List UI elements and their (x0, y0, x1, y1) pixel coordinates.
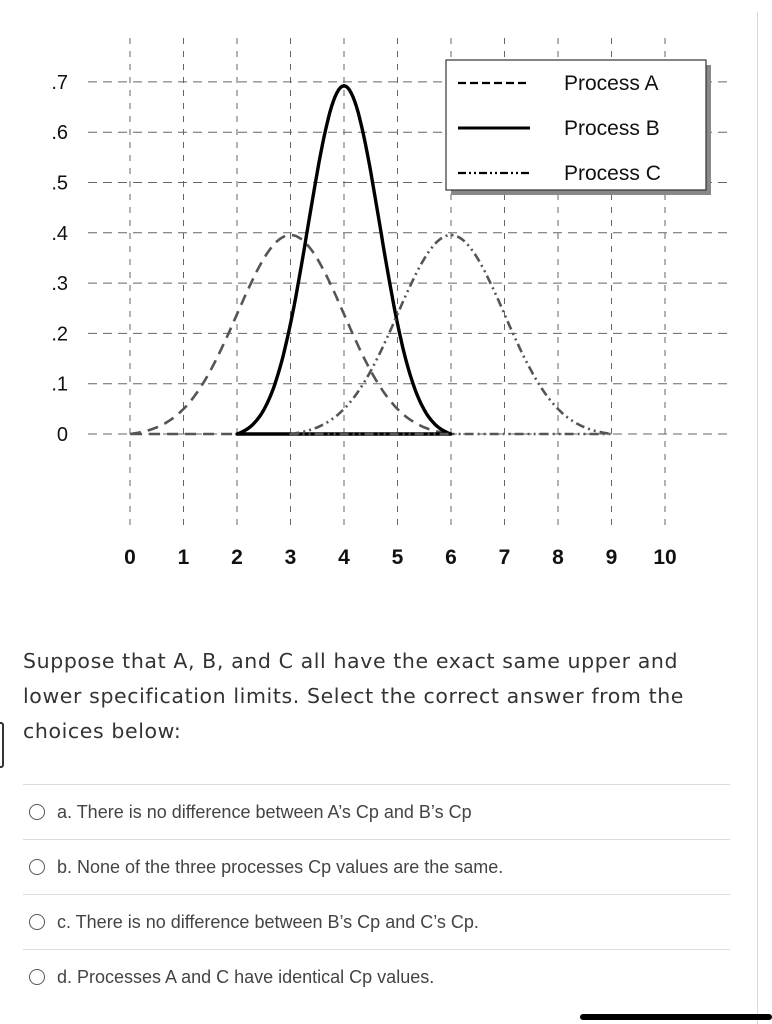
x-tick-label: 5 (391, 546, 404, 569)
x-tick-label: 2 (231, 546, 243, 569)
x-tick-label: 4 (338, 546, 350, 569)
question-text: Suppose that A, B, and C all have the exact same upper and lower specification limits. Select the correct answer from the choices below: (23, 649, 685, 743)
legend-label-2: Process C (564, 162, 661, 185)
choice-c[interactable] (23, 894, 730, 949)
x-tick-label: 0 (124, 546, 136, 569)
radio-c[interactable] (29, 914, 45, 930)
legend-label-0: Process A (564, 72, 659, 95)
legend (446, 60, 711, 195)
x-tick-label: 3 (284, 546, 297, 569)
choice-a-label: a. There is no difference between A’s Cp and B’s Cp (57, 801, 472, 822)
choice-d-label: d. Processes A and C have identical Cp values. (57, 966, 435, 987)
x-tick-label: 6 (445, 546, 457, 569)
legend-label-1: Process B (564, 117, 660, 140)
choice-b[interactable] (23, 839, 730, 894)
y-tick-label: .5 (51, 172, 68, 195)
choice-b-label: b. None of the three processes Cp values are the same. (57, 856, 504, 877)
radio-d[interactable] (29, 969, 45, 985)
choice-d[interactable] (23, 949, 730, 1004)
y-tick-label: 0 (56, 424, 68, 446)
y-tick-label: .3 (51, 273, 68, 296)
answer-choices (23, 784, 730, 1004)
x-tick-label: 10 (653, 546, 677, 569)
x-tick-label: 7 (498, 546, 511, 569)
y-tick-labels (51, 72, 68, 446)
y-tick-label: .2 (51, 323, 68, 346)
choice-c-label: c. There is no difference between B’s Cp and C’s Cp. (57, 911, 479, 932)
x-tick-label: 9 (605, 546, 618, 569)
choice-a[interactable] (23, 784, 730, 839)
home-indicator (580, 1014, 772, 1020)
y-tick-label: .4 (51, 222, 68, 245)
y-tick-label: .7 (51, 71, 68, 94)
focus-indicator (0, 722, 4, 768)
x-tick-label: 1 (177, 546, 190, 569)
radio-b[interactable] (29, 859, 45, 875)
y-tick-label: .1 (51, 373, 68, 396)
x-tick-labels (124, 546, 677, 569)
x-tick-label: 8 (552, 546, 564, 569)
y-tick-label: .6 (51, 122, 68, 145)
radio-a[interactable] (29, 804, 45, 820)
